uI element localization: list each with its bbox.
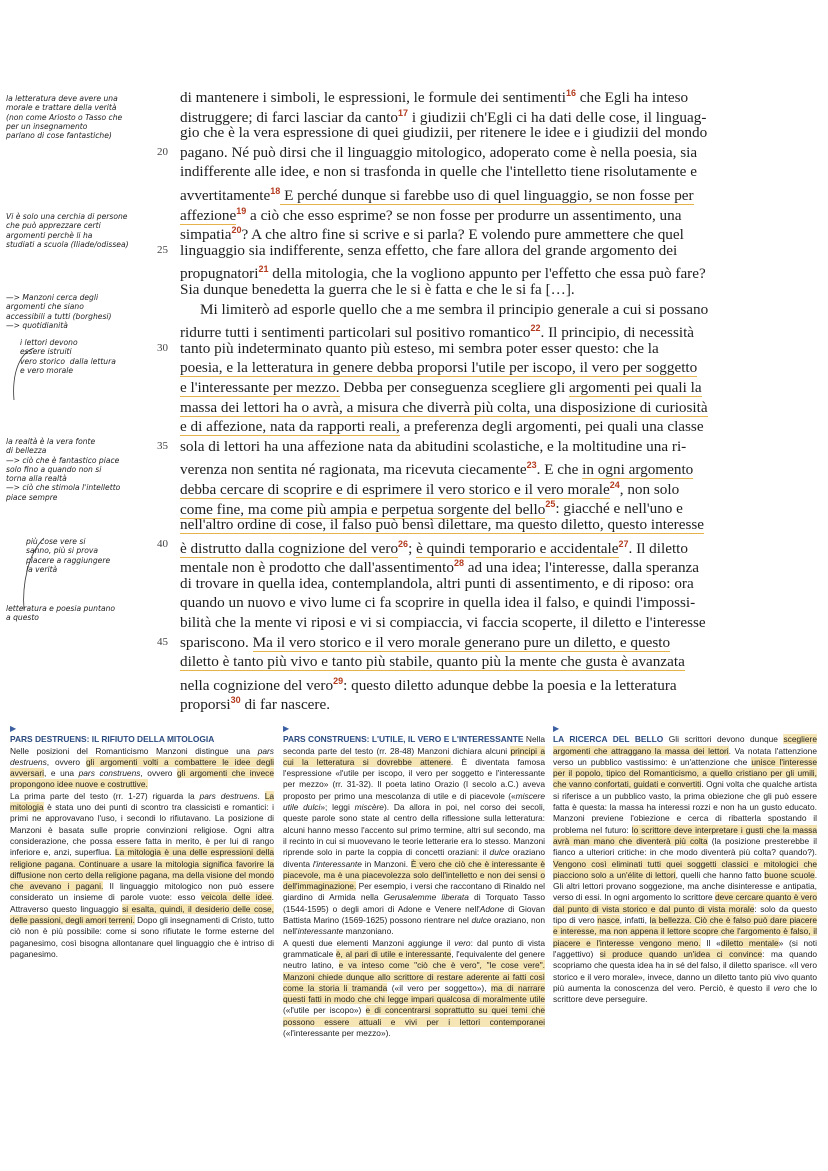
text-line: verenza non sentita né ragionata, ma ricevuta ciecamente$^{23}$. E che in ogni argomento (180, 460, 694, 479)
text-line: e di affezione, nata da rapporti reali, a preferenza degli argomenti, pei quali una classe (180, 418, 704, 436)
line-number: 25 (157, 244, 168, 256)
text-line: ridurre tutti i sentimenti particolari sul positivo romantico$^{22}$. Il principio, di necessità (180, 323, 695, 342)
line-number: 45 (157, 636, 168, 648)
text-line: spariscono. Ma il vero storico e il vero morale generano pure un diletto, e questo (180, 633, 671, 651)
triangle-marker-icon: ▶ (10, 724, 17, 733)
text-line: come fine, ma come più ampia e perpetua sorgente del bello$^{25}$: giacché e nell'uno e (180, 499, 683, 518)
line-number: 20 (157, 146, 168, 158)
text-line: nell'altro ordine di cose, il falso può bensì dilettare, ma questo diletto, questo interesse (180, 516, 705, 534)
triangle-marker-icon: ▶ (553, 724, 560, 733)
text-line: quando un nuovo e vivo lume ci fa scoprire in quella idea il falso, e quindi l'impossi- (180, 594, 696, 612)
margin-note: letteratura e poesia puntano a questo (6, 604, 116, 623)
text-line: Sia dunque benedetta la guerra che le si è fatta e che le si fa […]. (180, 280, 575, 298)
section-heading: PARS CONSTRUENS: L'UTILE, IL VERO E L'INTERESSANTE (283, 734, 524, 745)
text-line: propugnatori$^{21}$ della mitologia, che la vogliono appunto per l'effetto che essa può fare? (180, 264, 706, 283)
section-heading: LA RICERCA DEL BELLO (553, 734, 664, 745)
commentary-column-2: ▶ PARS CONSTRUENS: L'UTILE, IL VERO E L'INTERESSANTE Nella seconda parte del testo (rr. 28-48) Manzoni dichiara alcuni principi a cui la letteratura si dovrebbe attenere. È diventata famosa l'espressione «l'utile per iscopo, il vero per soggetto e l'interessante per mezzo» (rr. 31-32). Il poeta latino Orazio (I secolo a.C.) aveva proposto per primo una mescolanza di utile e di piacevole («miscere utile dulci»; leggi miscère). Da allora in poi, nel corso dei secoli, queste parole sono state al centro della riflessione sulla letteratura: alcuni hanno messo l'accento sul primo termine, altri sul secondo, ma il recinto in cui si muovevano le teorie letterarie era lo stesso. Manzoni riprende solo in parte la coppia di concetti oraziani: il dulce oraziano diventa l'interessante in Manzoni. È vero che ciò che è interessante è piacevole, ma è una piacevolezza solo dell'intelletto e non dei sensi o dell'immaginazione. Per esempio, i versi che raccontano di Rinaldo nel giardino di Armida nella Gerusalemme liberata di Torquato Tasso (1544-1595) o degli amori di Adone e Venere nell'Adone di Giovan Battista Marino (1569-1625) possono rientrare nel dulce oraziano, non nell'interessante manzoniano. A questi due elementi Manzoni aggiunge il vero: dal punto di vista grammaticale è, al pari di utile e interessante, l'equivalente del genere neutro latino, e va inteso come "ciò che è vero", "le cose vere". Manzoni chiede dunque allo scrittore di restare aderente ai fatti così come la storia li tramanda («il vero per soggetto»), ma di narrare questi fatti in modo che chi legge impari qualcosa di moralmente utile («l'utile per iscopo») e di concentrarsi soprattutto su quei temi che possono essere attuali e vivi per i lettori contemporanei («l'interessante per mezzo»). (283, 724, 546, 1039)
text-line: mentale non è prodotto che dall'assentimento$^{28}$ ad una idea; l'interesse, dalla speranza (180, 558, 700, 577)
margin-note: la realtà è la vera fonte di bellezza —> ciò che è fantastico piace solo fino a quando non si torna alla realtà —> ciò che stimola l'intelletto piace sempre (6, 437, 121, 502)
margin-note: più cose vere si sanno, più si prova piacere a raggiungere la verità (26, 537, 111, 574)
commentary-column-1: ▶ PARS DESTRUENS: IL RIFIUTO DELLA MITOLOGIA Nelle posizioni del Romanticismo Manzoni distingue una pars destruens, ovvero gli argomenti volti a combattere le idee degli avversari, e una pars construens, ovvero gli argomenti che invece propongono idee nuove e costruttive. La prima parte del testo (rr. 1-27) riguarda la pars destruens. La mitologia è stata uno dei punti di scontro tra classicisti e romantici: i primi ne approvavano l'uso, i secondi lo rifiutavano. La posizione di Manzoni è basata sulle proprie convinzioni religiose. Ogni altra considerazione, che possa essere fatta in merito, è per lui di rango inferiore e, anzi, superflua. La mitologia è una delle espressioni della religione pagana. Continuare a usare la mitologia significa favorire la diffusione non certo della religione pagana, ma della visione del mondo che avevano i pagani. Il linguaggio mitologico non può essere considerato un insieme di parole vuote: esso veicola delle idee. Attraverso questo linguaggio si esalta, quindi, il desiderio delle cose, delle passioni, degli amori terreni. Dopo gli insegnamenti di Cristo, tutto ciò non è più possibile: come si sono rifiutate le forme esterne del paganesimo, così bisogna allontanare quel linguaggio che è intriso di paganesimo. (10, 724, 275, 959)
text-line: Mi limiterò ad esporle quello che a me sembra il principio generale a cui si possano (200, 300, 709, 318)
text-line: nella cognizione del vero$^{29}$: questo diletto adunque debbe la poesia e la letteratura (180, 675, 677, 694)
text-line: bilità che la mente vi riposi e vi si compiaccia, vi faccia scoperte, il diletto e l'interesse (180, 614, 706, 632)
main-text (180, 84, 785, 714)
margin-note: i lettori devono essere istruiti vero storico dalla lettura e vero morale (20, 338, 116, 375)
line-number: 40 (157, 538, 168, 550)
text-line: avvertitamente$^{18}$ E perché dunque si farebbe uso di quel linguaggio, se non fosse per (180, 185, 694, 205)
margin-note: la letteratura deve avere una morale e trattare della verità (non come Ariosto o Tasso che per un insegnamento parlano di cose fantastiche) (6, 94, 123, 141)
text-line: massa dei lettori ha o avrà, a misura che diverrà più colta, una disposizione di curiosità (180, 398, 708, 416)
text-line: distruggere; di farci lasciar da canto$^{17}$ i giudizii ch'Egli ci ha dati delle cose, il linguag- (180, 107, 707, 126)
text-line: indifferente alle idee, e non si trasfonda in quelle che l'intelletto tiene risolutamente e (180, 163, 697, 181)
text-line: pagano. Né può dirsi che il linguaggio mitologico, adoperato come è nella poesia, sia (180, 143, 698, 161)
text-line: affezione$^{19}$ a ciò che esso esprime? se non fosse per produrre un assentimento, una (180, 205, 682, 224)
text-line: gio che è la vera espressione di quei giudizii, per ritenere le idee e i giudizii del mondo (180, 124, 708, 142)
margin-notes (6, 88, 184, 648)
text-line: linguaggio sia indifferente, senza effetto, che fare allora del grande argomento dei (180, 241, 678, 259)
text-line: di mantenere i simboli, le espressioni, le formule dei sentimenti$^{16}$ che Egli ha inteso (180, 88, 689, 107)
text-line: sola di lettori ha una affezione nata da abitudini scolastiche, e la moltitudine una ri- (180, 437, 687, 455)
line-number: 30 (157, 342, 168, 354)
text-line: debba cercare di scoprire e di esprimere il vero storico e il vero morale$^{24}$, non solo (180, 479, 680, 498)
commentary-column-3: ▶ LA RICERCA DEL BELLO Gli scrittori devono dunque scegliere argomenti che attraggano la massa dei lettori. Va notata l'attenzione verso un pubblico vastissimo: è un'attenzione che unisce l'interesse per il popolo, tipico del Romanticismo, a quello cristiano per gli umili, che vanno confortati, guidati e convertiti. Ogni volta che qualche artista si riferisce a un pubblico vasto, la prima obiezione che gli può essere fatta è questa: la massa ha interessi rozzi e non ha un gusto educato. Manzoni previene l'obiezione e cerca di ribatterla spostando il problema nel futuro: lo scrittore deve interpretare i gusti che la massa avrà man mano che diventerà più colta (la posizione presterebbe il fianco a ulteriori critiche: in che modo diventerà più colta? quando?). Vengono così eliminati tutti quei soggetti classici e mitologici che piacciono solo a un'élite di lettori, quelli che hanno fatto buone scuole. Gli altri lettori provano soggezione, ma anche disinteresse e antipatia, verso di essi. In ogni argomento lo scrittore deve cercare quanto è vero dal punto di vista storico e dal punto di vista morale: solo da questo tipo di vero nasce, infatti, la bellezza. Ciò che è falso può dare piacere e interesse, ma non appena il lettore scopre che l'argomento è falso, il piacere e l'interesse vengono meno. Il «diletto mentale» (si noti l'aggettivo) si produce quando un'idea ci convince: ma quando scopriamo che questa idea ha in sé del falso, il diletto sparisce. «Il vero storico e il vero morale», invece, danno un diletto tanto più vivo quanto più aumenta la conoscenza del vero. Perciò, è questo il vero che lo scrittore deve perseguire. (553, 724, 818, 1005)
curved-arrow-icon (8, 346, 38, 406)
text-line: proporsi$^{30}$ di far nascere. (180, 695, 331, 714)
text-line: tanto più indeterminato quanto più esteso, mi sembra poter esser questo: che la (180, 339, 659, 357)
section-heading: PARS DESTRUENS: IL RIFIUTO DELLA MITOLOGIA (10, 734, 215, 745)
text-line: diletto è tanto più vivo e tanto più stabile, quanto più la mente che gusta è avanzata (180, 653, 685, 671)
text-line: di trovare in quella idea, contemplandola, altri punti di assentimento, e di riposo: ora (180, 574, 694, 592)
text-line: e l'interessante per mezzo. Debba per conseguenza scegliere gli argomenti pei quali la (180, 378, 702, 396)
text-line: poesia, e la letteratura in genere debba proporsi l'utile per iscopo, il vero per soggetto (180, 359, 698, 377)
text-line: simpatia$^{20}$? A che altro fine si scrive e si parla? E volendo pure ammettere che quel (180, 225, 684, 244)
triangle-marker-icon: ▶ (283, 724, 290, 733)
line-number: 35 (157, 440, 168, 452)
margin-note: —> Manzoni cerca degli argomenti che siano accessibili a tutti (borghesi) —> quotidianità (6, 293, 112, 330)
curved-arrow-icon (14, 536, 54, 616)
margin-note: Vi è solo una cerchia di persone che può apprezzare certi argomenti perchè li ha studiati a scuola (Iliade/odissea) (6, 212, 129, 249)
text-line: è distrutto dalla cognizione del vero$^{26}$; è quindi temporario e accidentale$^{27}$. Il diletto (180, 538, 688, 557)
